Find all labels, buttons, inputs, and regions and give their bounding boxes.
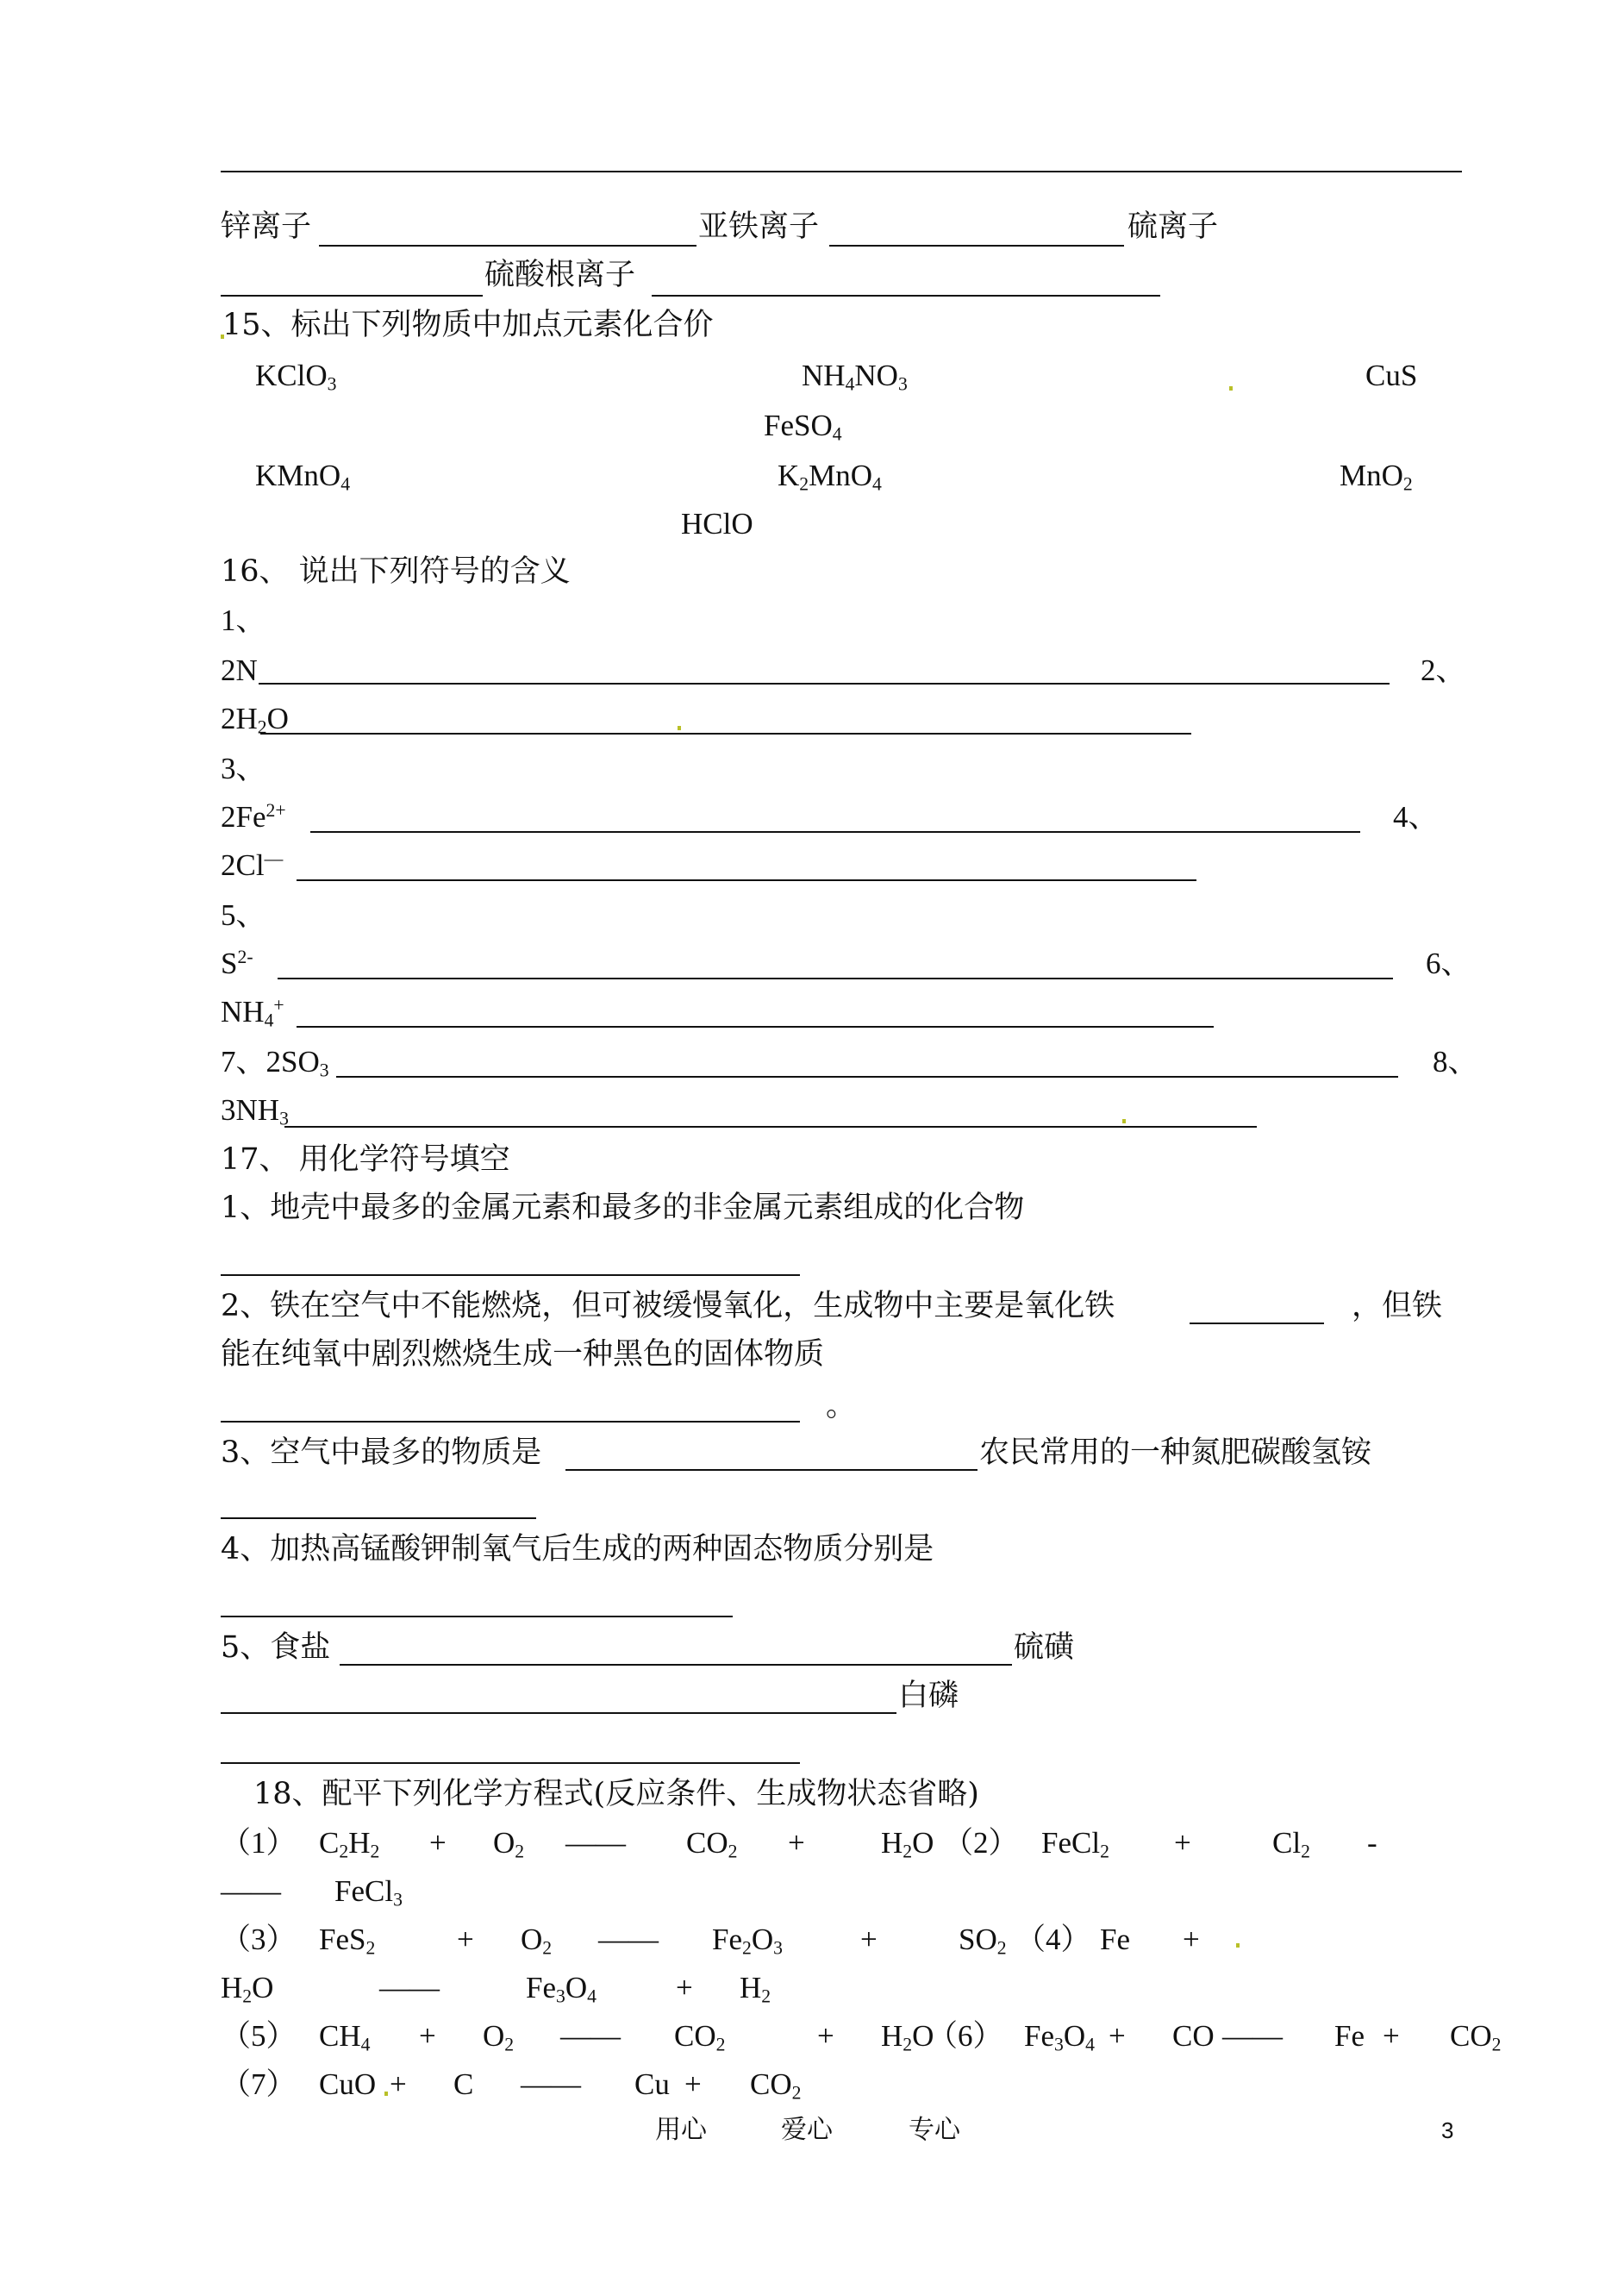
symbol-2so3: 7、$2SO_3$ [221, 1045, 329, 1081]
symbol-2n: 2N [221, 653, 258, 687]
eq3-plus-2: + [860, 1923, 878, 1956]
eq7-arrow: —— [521, 2067, 581, 2101]
q16-num-2: 2、 [1421, 653, 1466, 687]
blank-2h2o[interactable] [260, 733, 1191, 735]
eq2-num: （2） [943, 1826, 1019, 1860]
footer-slogan-2: 爱心 [781, 2115, 833, 2145]
symbol-2cl-minus: 2Cl— [221, 848, 284, 882]
label-sulfide-ion: 硫离子 [1127, 209, 1219, 244]
blank-s2minus[interactable] [278, 978, 1393, 979]
eq1-h2o: $H_2O$ [881, 1826, 934, 1862]
eq4-fe3o4: $Fe_3O_4$ [526, 1971, 597, 2007]
page-number: 3 [1441, 2117, 1454, 2143]
eq6-fe: Fe [1334, 2019, 1365, 2053]
blank-sulfate-ion[interactable] [652, 295, 1160, 297]
eq3-plus: + [457, 1923, 474, 1956]
eq7-co2: $CO_2$ [750, 2067, 802, 2104]
compound-kmno4: KMnO$_4$ [255, 459, 351, 495]
blank-2so3[interactable] [336, 1076, 1398, 1078]
eq7-cu: Cu [634, 2067, 670, 2101]
q17-part-4: 4、加热高锰酸钾制氧气后生成的两种固态物质分别是 [221, 1532, 934, 1566]
eq3-so2: $SO_2$ [959, 1923, 1007, 1959]
blank-q17-4[interactable] [221, 1616, 733, 1617]
eq7-num: （7） [221, 2067, 297, 2101]
blank-2cl-minus[interactable] [297, 879, 1196, 881]
eq3-num: （3） [221, 1923, 297, 1956]
blank-nh4plus[interactable] [297, 1026, 1214, 1028]
eq3-arrow: —— [598, 1923, 659, 1956]
blank-q17-5-salt[interactable] [340, 1664, 1012, 1666]
stray-mark [1236, 1943, 1240, 1948]
eq5-plus-2: + [817, 2019, 834, 2053]
q17-part-2a: 2、铁在空气中不能燃烧，但可被缓慢氧化，生成物中主要是氧化铁 [221, 1289, 1115, 1323]
footer-slogan-1: 用心 [655, 2115, 707, 2145]
q17-part-3b: 农民常用的一种氮肥碳酸氢铵 [979, 1435, 1372, 1470]
q18-title: 18、配平下列化学方程式(反应条件、生成物状态省略) [253, 1777, 979, 1811]
eq2-fecl3: FeCl$_3$ [334, 1874, 403, 1910]
compound-feso4: FeSO$_4$ [764, 409, 842, 445]
blank-sulfide-ion[interactable] [221, 295, 483, 297]
compound-mno2: MnO$_2$ [1340, 459, 1413, 495]
eq4-arrow: —— [379, 1971, 440, 2004]
q17-part-2d: 。 [826, 1389, 857, 1423]
q16-title: 16、 说出下列符号的含义 [221, 554, 571, 589]
label-ferrous-ion: 亚铁离子 [698, 209, 820, 244]
eq7-plus-2: + [684, 2067, 702, 2101]
symbol-2h2o: $2H_2O$ [221, 702, 289, 738]
label-zinc-ion: 锌离子 [221, 209, 312, 244]
eq6-num: （6） [928, 2019, 1003, 2053]
eq5-ch4: $CH_4$ [319, 2019, 371, 2055]
eq6-fe3o4: $Fe_3O_4$ [1024, 2019, 1095, 2055]
q17-part-3a: 3、空气中最多的物质是 [221, 1435, 542, 1470]
eq4-h2: $H_2$ [740, 1971, 771, 2007]
blank-3nh3[interactable] [284, 1126, 1257, 1128]
symbol-3nh3: $3NH_3$ [221, 1093, 289, 1129]
compound-nh4no3: $NH_4NO_3$ [802, 359, 908, 395]
blank-q17-2-black-solid[interactable] [221, 1421, 800, 1423]
blank-q17-5-phosphorus[interactable] [221, 1762, 800, 1764]
eq1-c2h2: $C_2H_2$ [319, 1826, 380, 1862]
q16-num-3: 3、 [221, 752, 266, 785]
blank-q17-3-air[interactable] [565, 1469, 978, 1471]
eq1-o2: $O_2$ [493, 1826, 525, 1862]
eq4-plus: + [1183, 1923, 1200, 1956]
compound-kclo3: KClO$_3$ [255, 359, 337, 395]
stray-mark [384, 2092, 388, 2096]
eq1-co2: $CO_2$ [686, 1826, 738, 1862]
compound-hclo: HClO [681, 507, 753, 541]
eq3-fes2: FeS$_2$ [319, 1923, 376, 1959]
blank-q17-1[interactable] [221, 1274, 800, 1276]
q16-num-8: 8、 [1433, 1045, 1478, 1079]
q17-part-5b: 硫磺 [1014, 1630, 1075, 1665]
eq5-o2: $O_2$ [483, 2019, 515, 2055]
blank-q17-3-fertilizer[interactable] [221, 1517, 536, 1519]
q17-title: 17、 用化学符号填空 [221, 1142, 510, 1177]
eq4-num: （4） [1015, 1923, 1091, 1956]
header-rule [221, 171, 1462, 172]
eq3-fe2o3: $Fe_2O_3$ [712, 1923, 783, 1959]
blank-zinc-ion[interactable] [319, 245, 696, 247]
eq1-arrow: —— [565, 1826, 626, 1860]
blank-2n[interactable] [259, 683, 1390, 685]
blank-ferrous-ion[interactable] [829, 245, 1124, 247]
q17-part-2b: ，但铁 [1352, 1289, 1443, 1323]
blank-q17-2-oxide[interactable] [1190, 1323, 1324, 1324]
stray-mark [678, 726, 681, 730]
stray-mark [1229, 386, 1233, 391]
eq1-plus: + [429, 1826, 447, 1860]
eq6-co2: $CO_2$ [1450, 2019, 1502, 2055]
eq5-num: （5） [221, 2019, 297, 2053]
q16-num-4: 4、 [1393, 800, 1439, 834]
eq4-h2o: $H_2O$ [221, 1971, 274, 2007]
q15-title: 15、标出下列物质中加点元素化合价 [222, 308, 714, 342]
q17-part-5a: 5、食盐 [221, 1630, 331, 1665]
q17-part-2c: 能在纯氧中剧烈燃烧生成一种黑色的固体物质 [221, 1337, 825, 1372]
eq2-plus: + [1174, 1826, 1191, 1860]
symbol-nh4plus: $NH_4^+$ [221, 995, 284, 1031]
eq1-plus-2: + [788, 1826, 805, 1860]
compound-k2mno4: $K_2MnO_4$ [778, 459, 882, 495]
eq6-plus-2: + [1383, 2019, 1400, 2053]
eq3-o2: $O_2$ [521, 1923, 553, 1959]
label-sulfate-ion: 硫酸根离子 [484, 258, 636, 292]
q16-num-6: 6、 [1426, 947, 1471, 980]
q17-part-1: 1、地壳中最多的金属元素和最多的非金属元素组成的化合物 [221, 1191, 1025, 1225]
symbol-2fe2plus: $2Fe^{2+}$ [221, 800, 286, 834]
q16-num-5: 5、 [221, 898, 266, 932]
eq2-arrow-start: - [1367, 1826, 1377, 1860]
eq2-fecl2: FeCl$_2$ [1041, 1826, 1109, 1862]
eq5-h2o: $H_2O$ [881, 2019, 934, 2055]
eq7-cuo: CuO [319, 2067, 377, 2101]
q16-num-1: 1、 [221, 603, 266, 637]
compound-cus: CuS [1365, 359, 1418, 392]
q17-part-5c: 白磷 [898, 1679, 959, 1713]
eq4-fe: Fe [1100, 1923, 1130, 1956]
eq7-plus: + [390, 2067, 407, 2101]
eq5-arrow: —— [560, 2019, 621, 2053]
eq6-co: CO [1172, 2019, 1215, 2053]
eq2-cl2: $Cl_2$ [1272, 1826, 1310, 1862]
eq6-plus: + [1109, 2019, 1126, 2053]
eq5-plus: + [419, 2019, 436, 2053]
blank-q17-5-sulfur[interactable] [221, 1712, 896, 1714]
eq5-co2: $CO_2$ [674, 2019, 726, 2055]
symbol-s2minus: $S^{2-}$ [221, 947, 253, 980]
eq1-num: （1） [221, 1826, 297, 1860]
eq6-arrow: —— [1222, 2019, 1283, 2053]
eq7-c: C [453, 2067, 474, 2101]
blank-2fe2plus[interactable] [310, 831, 1360, 833]
stray-mark [1122, 1119, 1126, 1123]
eq2-arrow: —— [221, 1874, 281, 1908]
eq4-plus-2: + [676, 1971, 693, 2004]
footer-slogan-3: 专心 [909, 2115, 960, 2145]
